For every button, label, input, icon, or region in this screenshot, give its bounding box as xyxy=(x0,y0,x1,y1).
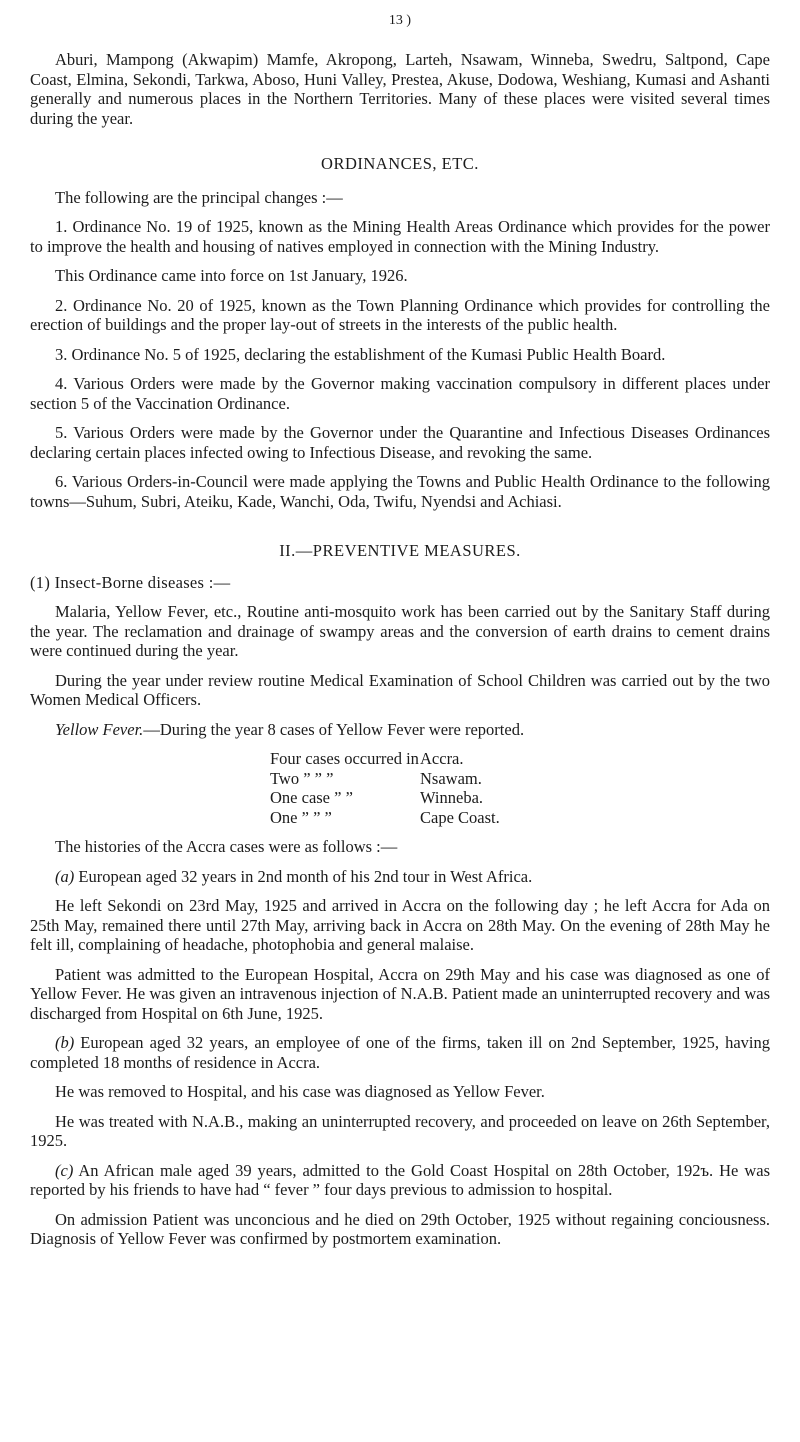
case-row xyxy=(270,769,770,789)
ordinance-item-3: 3. Ordinance No. 5 of 1925, declaring the establishment of the Kumasi Public Health Board. xyxy=(55,344,666,364)
ordinance-item-4: 4. Various Orders were made by the Governor making vaccination compulsory in different places under section 5 of the Vaccination Ordinance. xyxy=(30,374,770,413)
ordinance-item-5: 5. Various Orders were made by the Governor under the Quarantine and Infectious Diseases Ordinances declaring certain places infected owing to Infectious Disease, and revoking the same. xyxy=(30,423,770,462)
ordinance-item-2: 2. Ordinance No. 20 of 1925, known as the Town Planning Ordinance which provides for controlling the erection of buildings and the proper lay-out of streets in the interests of the public health. xyxy=(30,295,770,334)
ordinances-heading: ORDINANCES, ETC. xyxy=(321,154,479,173)
ordinance-item-6: 6. Various Orders-in-Council were made applying the Towns and Public Health Ordinance to the following towns—Suhum, Subri, Ateiku, Kade, Wanchi, Oda, Twifu, Nyendsi and Achiasi. xyxy=(30,472,770,511)
case-row xyxy=(270,808,770,828)
case-c-text: An African male aged 39 years, admitted to the Gold Coast Hospital on 28th October, 192ъ. He was reported by his friends to have had “ fever ” four days previous to admission to hospital. xyxy=(30,1160,770,1199)
ordinance-item-1-note: This Ordinance came into force on 1st January, 1926. xyxy=(55,266,408,285)
page-number: 13 ) xyxy=(388,13,412,28)
yellow-fever-paragraph xyxy=(30,720,770,740)
case-count: One case ” ” xyxy=(270,788,353,807)
case-count: One ” ” ” xyxy=(270,807,332,827)
case-place: Accra. xyxy=(420,749,464,768)
case-count: Four cases occurred in xyxy=(270,749,419,768)
case-a-outcome: Patient was admitted to the European Hospital, Accra on 29th May and his case was diagnosed as one of Yellow Fever. He was given an intravenous injection of N.A.B. Patient made an uninterrupted recovery and was discharged from Hospital on 6th June, 1925. xyxy=(30,964,770,1023)
case-place: Winneba. xyxy=(420,788,484,807)
school-paragraph: During the year under review routine Medical Examination of School Children was carried out by the two Women Medical Officers. xyxy=(30,670,770,709)
case-place: Nsawam. xyxy=(420,768,482,788)
case-c-outcome: On admission Patient was unconcious and he died on 29th October, 1925 without regaining conciousness. Diagnosis of Yellow Fever was confirmed by postmortem examination. xyxy=(30,1209,770,1248)
malaria-paragraph: Malaria, Yellow Fever, etc., Routine anti-mosquito work has been carried out by the Sanitary Staff during the year. The reclamation and drainage of swampy areas and the conversion of earth drains to cement drains were continued during the year. xyxy=(30,602,770,660)
case-c-label: (c) xyxy=(55,1160,74,1180)
histories-intro: The histories of the Accra cases were as follows :— xyxy=(55,837,398,856)
case-c-paragraph xyxy=(30,1161,770,1200)
case-a-details: He left Sekondi on 23rd May, 1925 and arrived in Accra on the following day ; he left Accra for Ada on 25th May, remained there until 27th May, arriving back in Accra on 28th May. On the evening of 28th May he felt ill, complaining of headache, photophobia and general malaise. xyxy=(30,896,770,954)
intro-paragraph: Aburi, Mampong (Akwapim) Mamfe, Akropong, Larteh, Nsawam, Winneba, Swedru, Saltpond, Cape Coast, Elmina, Sekondi, Tarkwa, Aboso, Huni Valley, Prestea, Akuse, Dodowa, Weshiang, Kumasi and Ashanti generally and numerous places in the Northern Territories. Many of these places were visited several times during the year. xyxy=(30,50,770,128)
preventive-heading: II.—PREVENTIVE MEASURES. xyxy=(279,541,521,560)
yellow-fever-label: Yellow Fever. xyxy=(55,719,144,739)
case-b-paragraph xyxy=(30,1033,770,1072)
insect-borne-heading: (1) Insect-Borne diseases :— xyxy=(30,572,231,592)
case-row xyxy=(270,749,770,769)
case-b-details: He was removed to Hospital, and his case was diagnosed as Yellow Fever. xyxy=(55,1082,545,1101)
body-text xyxy=(30,50,770,1249)
ordinances-intro: The following are the principal changes :— xyxy=(55,187,343,207)
case-a-label: (a) xyxy=(55,866,75,886)
case-b-outcome: He was treated with N.A.B., making an uninterrupted recovery, and proceeded on leave on 26th September, 1925. xyxy=(30,1111,770,1150)
case-row xyxy=(270,788,770,808)
case-a-text: European aged 32 years in 2nd month of his 2nd tour in West Africa. xyxy=(74,866,533,886)
case-place: Cape Coast. xyxy=(420,807,500,827)
cases-list xyxy=(270,749,770,827)
case-b-text: European aged 32 years, an employee of one of the firms, taken ill on 2nd September, 1925, having completed 18 months of residence in Accra. xyxy=(30,1033,770,1072)
yellow-fever-text: —During the year 8 cases of Yellow Fever were reported. xyxy=(143,719,525,739)
ordinance-item-1: 1. Ordinance No. 19 of 1925, known as the Mining Health Areas Ordinance which provides for the power to improve the health and housing of natives employed in connection with the Mining Industry. xyxy=(30,217,770,256)
case-b-label: (b) xyxy=(55,1033,75,1052)
case-count: Two ” ” ” xyxy=(270,768,334,788)
case-a-paragraph xyxy=(30,867,770,887)
